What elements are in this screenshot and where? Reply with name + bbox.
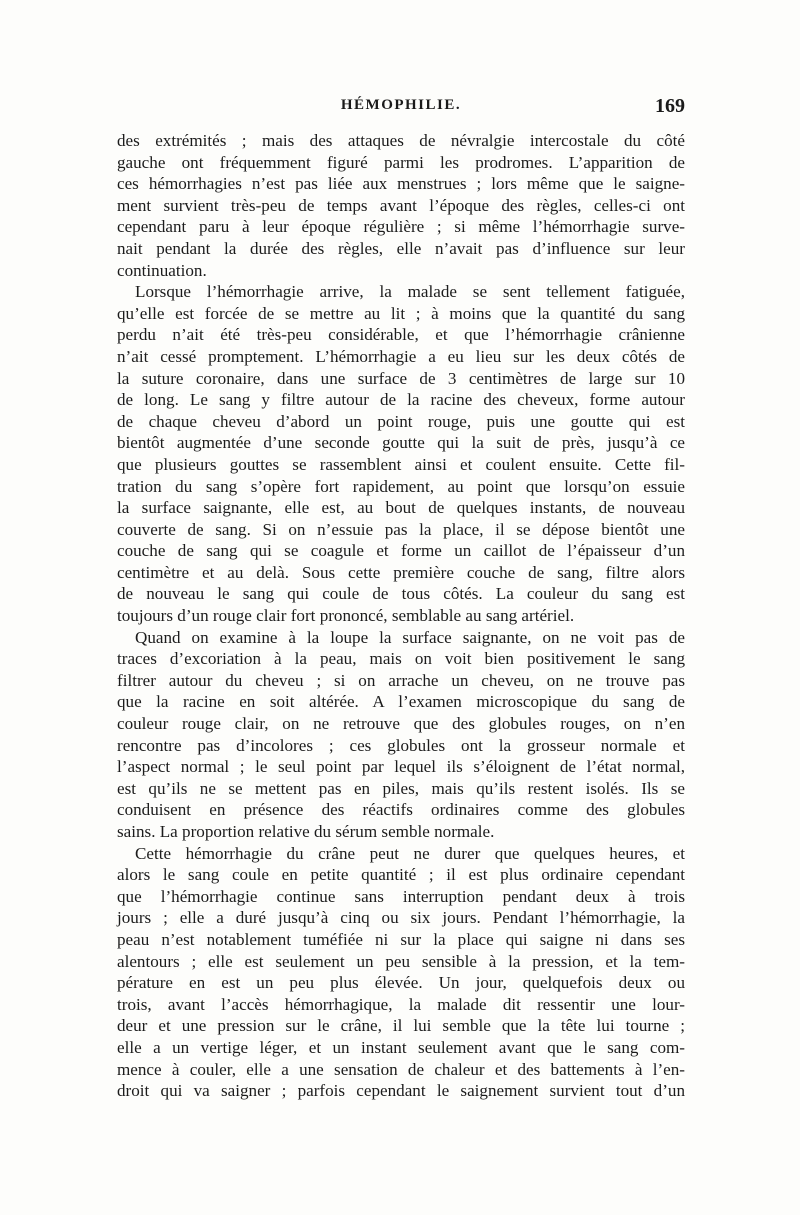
text-line: conduisent en présence des réactifs ordinaires comme des globules — [117, 800, 685, 820]
text-line: bientôt augmentée d’une seconde goutte qui la suit de près, jusqu’à ce — [117, 433, 685, 453]
text-line: trois, avant l’accès hémorrhagique, la malade dit ressentir une lour- — [117, 994, 685, 1014]
body-text — [117, 130, 685, 1102]
text-line: alentours ; elle est seulement un peu sensible à la pression, et la tem- — [117, 951, 685, 971]
text-line: peau n’est notablement tuméfiée ni sur la place qui saigne ni dans ses — [117, 929, 685, 949]
text-line: continuation. — [117, 260, 207, 280]
text-line: que l’hémorrhagie continue sans interruption pendant deux à trois — [117, 886, 685, 906]
text-line: que la racine en soit altérée. A l’examen microscopique du sang de — [117, 692, 685, 712]
text-line: n’ait cessé promptement. L’hémorrhagie a eu lieu sur les deux côtés de — [117, 346, 685, 366]
text-line: nait pendant la durée des règles, elle n’avait pas d’influence sur leur — [117, 238, 685, 258]
text-line: Quand on examine à la loupe la surface saignante, on ne voit pas de — [135, 627, 685, 647]
page-number: 169 — [655, 95, 685, 117]
text-line: Cette hémorrhagie du crâne peut ne durer que quelques heures, et — [135, 843, 685, 863]
text-line: gauche ont fréquemment figuré parmi les prodromes. L’apparition de — [117, 152, 685, 172]
text-line: qu’elle est forcée de se mettre au lit ; à moins que la quantité du sang — [117, 303, 685, 323]
text-line: deur et une pression sur le crâne, il lui semble que la tête lui tourne ; — [117, 1016, 685, 1036]
text-line: couverte de sang. Si on n’essuie pas la place, il se dépose bientôt une — [117, 519, 685, 539]
text-line: filtrer autour du cheveu ; si on arrache un cheveu, on ne trouve pas — [117, 670, 685, 690]
text-line: de nouveau le sang qui coule de tous côtés. La couleur du sang est — [117, 584, 685, 604]
text-line: sains. La proportion relative du sérum semble normale. — [117, 822, 495, 841]
page-header — [117, 95, 685, 125]
text-line: tration du sang s’opère fort rapidement, au point que lorsqu’on essuie — [117, 476, 685, 496]
text-line: que plusieurs gouttes se rassemblent ainsi et coulent ensuite. Cette fil- — [117, 454, 685, 474]
text-line: alors le sang coule en petite quantité ; il est plus ordinaire cependant — [117, 865, 685, 885]
text-line: perdu n’ait été très-peu considérable, et que l’hémorrhagie crânienne — [117, 325, 685, 345]
text-line: couche de sang qui se coagule et forme un caillot de l’épaisseur d’un — [117, 541, 685, 561]
text-line: centimètre et au delà. Sous cette première couche de sang, filtre alors — [117, 562, 685, 582]
text-line: traces d’excoriation à la peau, mais on voit bien positivement le sang — [117, 649, 685, 669]
text-line: jours ; elle a duré jusqu’à cinq ou six jours. Pendant l’hémorrhagie, la — [117, 908, 685, 928]
text-line: rencontre pas d’incolores ; ces globules ont la grosseur normale et — [117, 735, 685, 755]
text-line: pérature en est un peu plus élevée. Un jour, quelquefois deux ou — [117, 973, 685, 993]
text-line: mence à couler, elle a une sensation de chaleur et des battements à l’en- — [117, 1059, 685, 1079]
text-line: cependant paru à leur époque régulière ; si même l’hémorrhagie surve- — [117, 217, 685, 237]
text-line: elle a un vertige léger, et un instant seulement avant que le sang com- — [117, 1037, 685, 1057]
text-line: ces hémorrhagies n’est pas liée aux menstrues ; lors même que le saigne- — [117, 174, 685, 194]
text-line: de long. Le sang y filtre autour de la racine des cheveux, forme autour — [117, 390, 685, 410]
text-line: l’aspect normal ; le seul point par lequel ils s’éloignent de l’état normal, — [117, 757, 685, 777]
text-line: ment survient très-peu de temps avant l’époque des règles, celles-ci ont — [117, 195, 685, 215]
text-line: la surface saignante, elle est, au bout de quelques instants, de nouveau — [117, 498, 685, 518]
text-line: toujours d’un rouge clair fort prononcé, semblable au sang artériel. — [117, 606, 575, 626]
text-line: droit qui va saigner ; parfois cependant le saignement survient tout d’un — [117, 1081, 685, 1101]
text-line: est qu’ils ne se mettent pas en piles, mais qu’ils restent isolés. Ils se — [117, 778, 685, 798]
text-line: la suture coronaire, dans une surface de 3 centimètres de large sur 10 — [117, 368, 685, 388]
text-line: couleur rouge clair, on ne retrouve que des globules rouges, on n’en — [117, 714, 685, 734]
running-title: HÉMOPHILIE. — [340, 97, 462, 113]
text-line: des extrémités ; mais des attaques de névralgie intercostale du côté — [117, 131, 685, 150]
text-line: de chaque cheveu d’abord un point rouge, puis une goutte qui est — [117, 411, 685, 431]
text-line: Lorsque l’hémorrhagie arrive, la malade se sent tellement fatiguée, — [135, 282, 685, 302]
